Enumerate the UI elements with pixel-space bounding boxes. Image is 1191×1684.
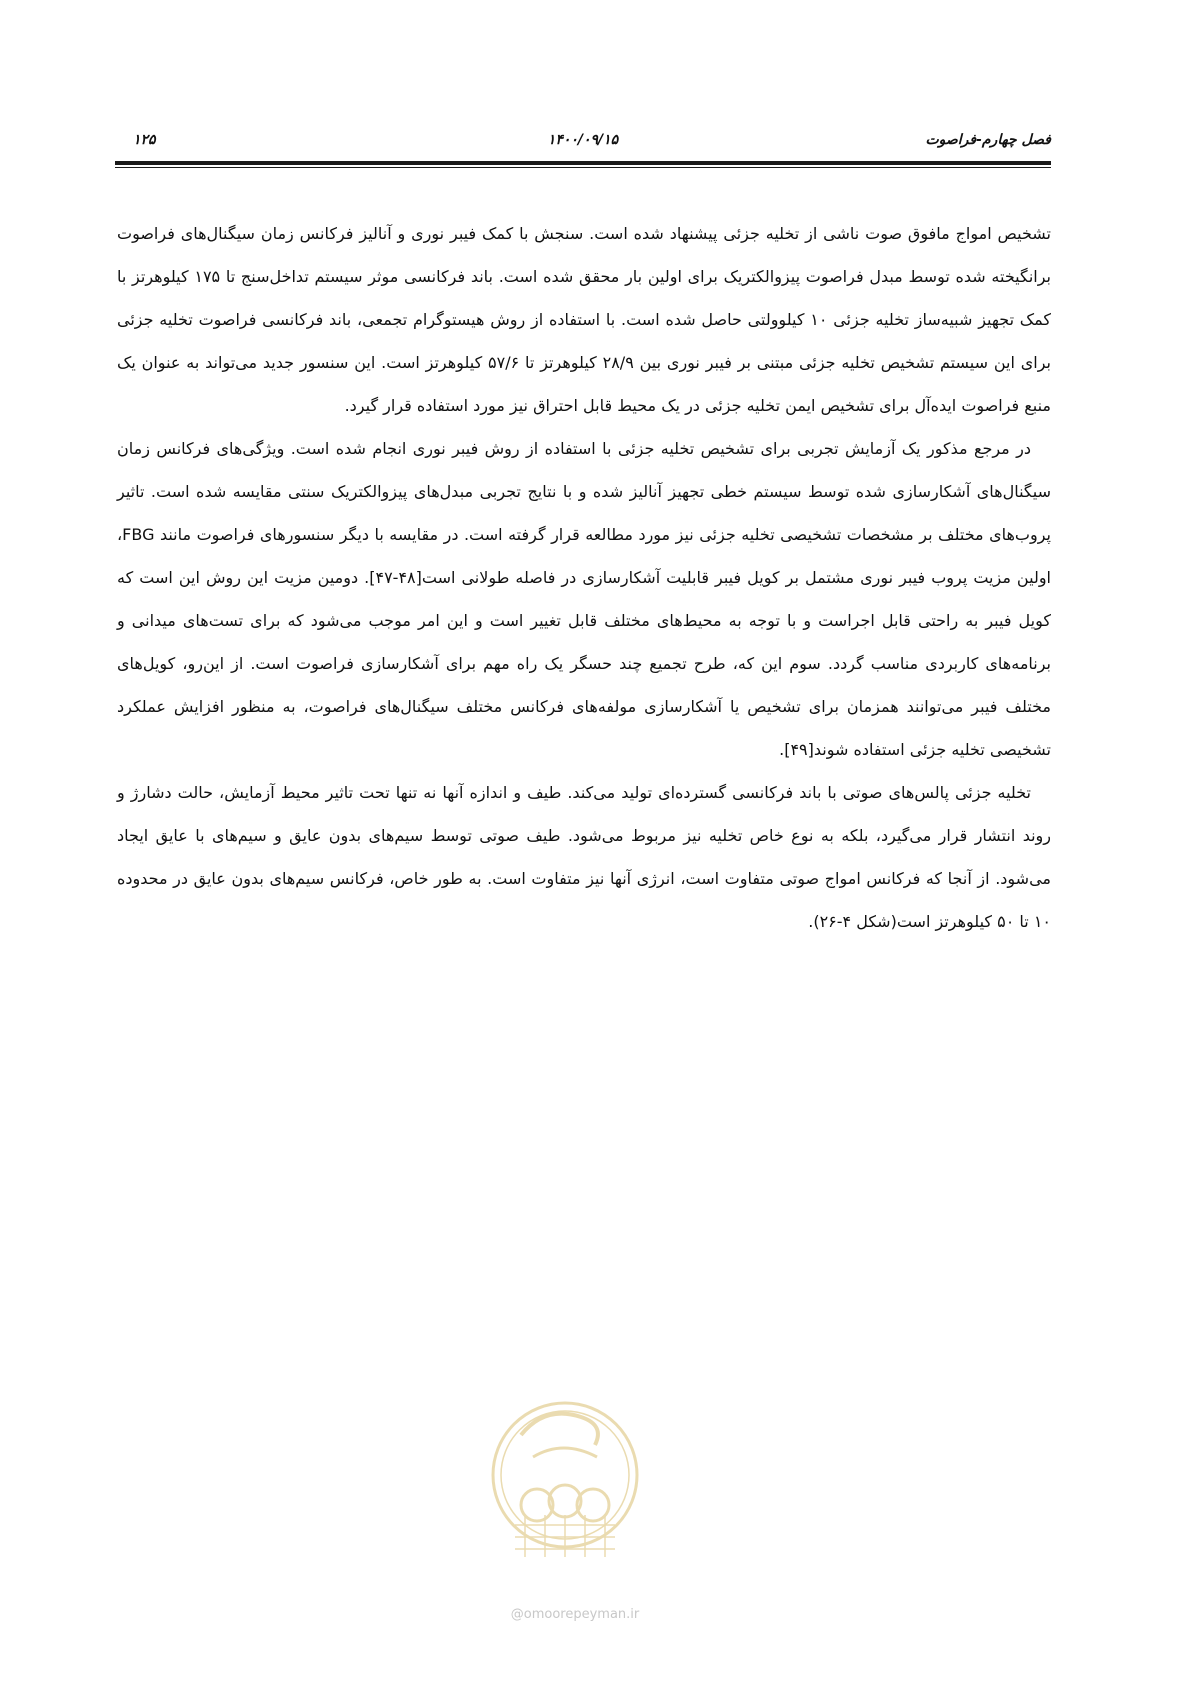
header-date: ۱۴۰۰/۰۹/۱۵ bbox=[547, 132, 619, 148]
watermark-logo bbox=[485, 1365, 645, 1595]
page-number: ۱۲۵ bbox=[133, 132, 156, 148]
header-rule-thin bbox=[115, 167, 1051, 168]
header-rule-thick bbox=[115, 161, 1051, 165]
paragraph-2: در مرجع مذکور یک آزمایش تجربی برای تشخیص تخلیه جزئی با استفاده از روش فیبر نوری انجام شده است. ویژگی‌های فرکانس زمان سیگنال‌های آشکارسازی شده توسط سیستم خطی تجهیز آنالیز شده و با نتایج تجربی مبدل‌های پیزوالکتریک سنتی مقایسه شده است. تاثیر پروب‌های مختلف بر مشخصات تشخیصی تخلیه جزئی نیز مورد مطالعه قرار گرفته است. در مقایسه با دیگر سنسورهای فراصوت مانند FBG، اولین مزیت پروب فیبر نوری مشتمل بر کویل فیبر قابلیت آشکارسازی در فاصله طولانی است[۴۸-۴۷]. دومین مزیت این روش این است که کویل فیبر به راحتی قابل اجراست و با توجه به محیط‌های مختلف قابل تغییر است و این امر موجب می‌شود که برای تست‌های میدانی و برنامه‌های کاربردی مناسب گردد. سوم این که، طرح تجمیع چند حسگر یک راه مهم برای آشکارسازی فراصوت است. از این‌رو، کویل‌های مختلف فیبر می‌توانند همزمان برای تشخیص یا آشکارسازی مولفه‌های فرکانس مختلف سیگنال‌های فراصوت، به منظور افزایش عملکرد تشخیصی تخلیه جزئی استفاده شوند[۴۹]. bbox=[117, 439, 1051, 759]
page-header bbox=[115, 128, 1051, 154]
watermark-url: @omoorepeyman.ir bbox=[510, 1607, 640, 1622]
paragraph-3: تخلیه جزئی پالس‌های صوتی با باند فرکانسی گسترده‌ای تولید می‌کند. طیف و اندازه آنها نه تنها تحت تاثیر محیط آزمایش، حالت دشارژ و روند انتشار قرار می‌گیرد، بلکه به نوع خاص تخلیه نیز مربوط می‌شود. طیف صوتی توسط سیم‌های بدون عایق و سیم‌های با عایق ایجاد می‌شود. از آنجا که فرکانس امواج صوتی متفاوت است، انرژی آنها نیز متفاوت است. به طور خاص، فرکانس سیم‌های بدون عایق در محدوده ۱۰ تا ۵۰ کیلوهرتز است(شکل ۴-۲۶). bbox=[117, 783, 1051, 931]
paragraph-1: تشخیص امواج مافوق صوت ناشی از تخلیه جزئی پیشنهاد شده است. سنجش با کمک فیبر نوری و آنالیز فرکانس زمان سیگنال‌های فراصوت برانگیخته شده توسط مبدل فراصوت پیزوالکتریک برای اولین بار محقق شده است. باند فرکانسی موثر سیستم تداخل‌سنج تا ۱۷۵ کیلوهرتز با کمک تجهیز شبیه‌ساز تخلیه جزئی ۱۰ کیلوولتی حاصل شده است. با استفاده از روش هیستوگرام تجمعی، باند فرکانسی فراصوت تخلیه جزئی برای این سیستم تشخیص تخلیه جزئی مبتنی بر فیبر نوری بین ۲۸/۹ کیلوهرتز تا ۵۷/۶ کیلوهرتز است. این سنسور جدید می‌تواند به عنوان یک منبع فراصوت ایده‌آل برای تشخیص ایمن تخلیه جزئی در یک محیط قابل احتراق نیز مورد استفاده قرار گیرد. bbox=[117, 224, 1052, 415]
body-text bbox=[117, 212, 1051, 943]
chapter-title: فصل چهارم-فراصوت bbox=[925, 132, 1051, 148]
